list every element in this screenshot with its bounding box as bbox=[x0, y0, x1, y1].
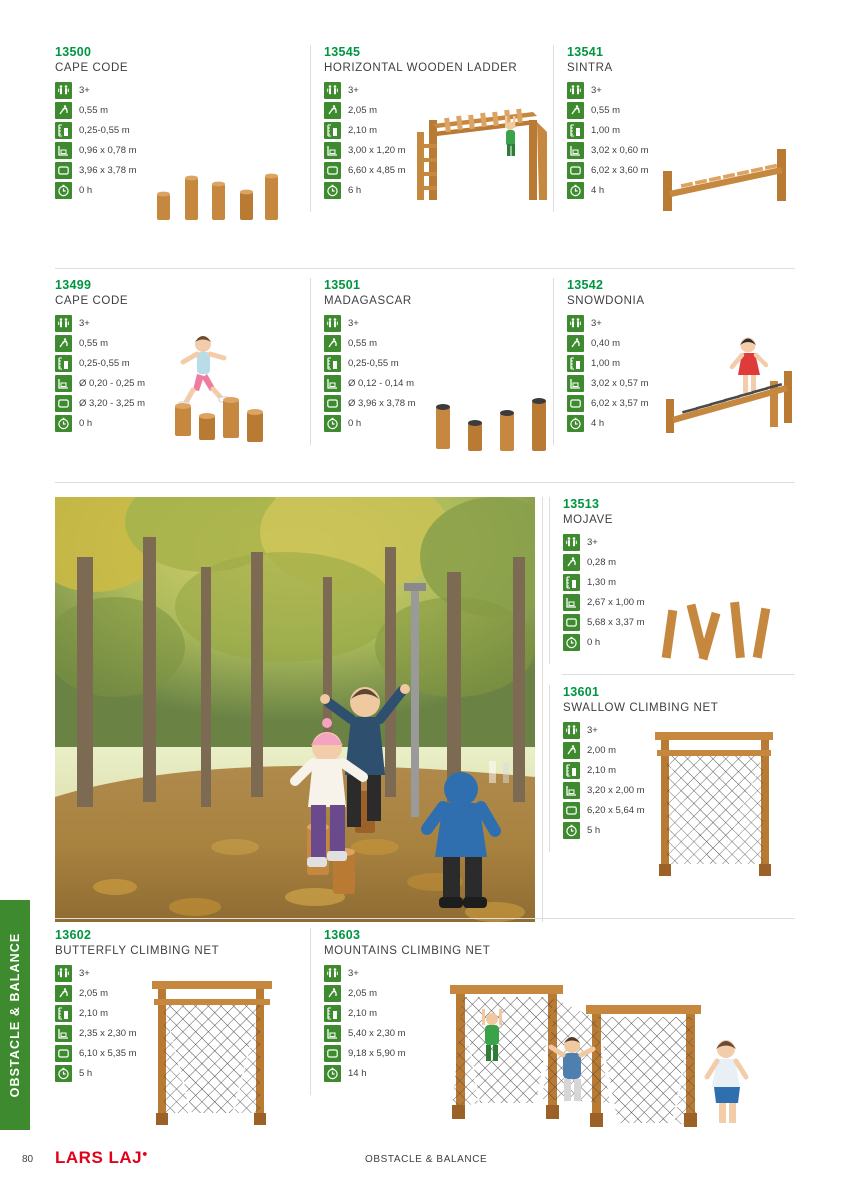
spec-safety-zone bbox=[55, 162, 137, 179]
product-card-13542[interactable] bbox=[553, 278, 795, 445]
fall-height-icon bbox=[324, 335, 341, 352]
product-illustration-13542 bbox=[649, 315, 795, 435]
spec-value: 0,55 m bbox=[348, 338, 378, 349]
spec-value: 3,20 x 2,00 m bbox=[587, 785, 645, 796]
product-card-13603[interactable] bbox=[310, 928, 795, 1095]
spec-safety-zone bbox=[324, 395, 416, 412]
product-illustration-13541 bbox=[649, 82, 795, 202]
spec-value: 0 h bbox=[79, 418, 93, 429]
spec-value: 4 h bbox=[591, 418, 605, 429]
spec-age bbox=[324, 82, 406, 99]
product-grid bbox=[55, 45, 795, 212]
height-icon bbox=[324, 1005, 341, 1022]
dimensions-icon bbox=[563, 782, 580, 799]
age-icon bbox=[324, 82, 341, 99]
spec-safety-zone bbox=[324, 162, 406, 179]
spec-height bbox=[55, 1005, 137, 1022]
product-card-13545[interactable] bbox=[310, 45, 553, 212]
spec-dimensions bbox=[55, 1025, 137, 1042]
spec-install-time bbox=[567, 182, 649, 199]
product-code: 13601 bbox=[563, 685, 600, 699]
fall-height-icon bbox=[563, 742, 580, 759]
spec-value: 1,00 m bbox=[591, 125, 621, 136]
bottom-row bbox=[55, 928, 795, 1095]
spec-age bbox=[55, 82, 137, 99]
spec-fall-height bbox=[563, 554, 645, 571]
product-illustration-13499 bbox=[145, 315, 310, 435]
spec-dimensions bbox=[55, 375, 145, 392]
product-illustration-13501 bbox=[416, 315, 553, 435]
spec-height bbox=[55, 122, 137, 139]
product-illustration-13513 bbox=[645, 534, 795, 654]
safety-zone-icon bbox=[563, 802, 580, 819]
spec-value: Ø 3,20 - 3,25 m bbox=[79, 398, 146, 409]
section-side-tab bbox=[0, 900, 30, 1130]
fall-height-icon bbox=[324, 102, 341, 119]
spec-list bbox=[567, 315, 649, 435]
spec-value: 3+ bbox=[591, 85, 602, 96]
product-name: HORIZONTAL WOODEN LADDER bbox=[324, 62, 518, 74]
spec-dimensions bbox=[324, 1025, 406, 1042]
spec-value: 3+ bbox=[587, 537, 598, 548]
spec-install-time bbox=[324, 415, 416, 432]
spec-fall-height bbox=[324, 102, 406, 119]
spec-age bbox=[567, 315, 649, 332]
spec-height bbox=[563, 574, 645, 591]
product-name: SINTRA bbox=[567, 62, 613, 74]
product-illustration-13602 bbox=[137, 965, 310, 1085]
safety-zone-icon bbox=[55, 162, 72, 179]
spec-list bbox=[563, 722, 645, 842]
fall-height-icon bbox=[567, 335, 584, 352]
install-time-icon bbox=[55, 1065, 72, 1082]
spec-dimensions bbox=[567, 142, 649, 159]
product-name: BUTTERFLY CLIMBING NET bbox=[55, 945, 220, 957]
install-time-icon bbox=[567, 182, 584, 199]
spec-safety-zone bbox=[567, 162, 649, 179]
safety-zone-icon bbox=[55, 1045, 72, 1062]
spec-install-time bbox=[55, 182, 137, 199]
spec-value: 2,05 m bbox=[79, 988, 109, 999]
spec-dimensions bbox=[324, 375, 416, 392]
height-icon bbox=[55, 122, 72, 139]
fall-height-icon bbox=[55, 985, 72, 1002]
product-card-13541[interactable] bbox=[553, 45, 795, 212]
row-divider-1 bbox=[55, 268, 795, 269]
spec-fall-height bbox=[55, 985, 137, 1002]
product-illustration-13545 bbox=[406, 82, 553, 202]
spec-value: 3+ bbox=[348, 968, 359, 979]
product-row-3 bbox=[55, 928, 795, 1095]
safety-zone-icon bbox=[567, 395, 584, 412]
spec-age bbox=[55, 965, 137, 982]
row-divider-2 bbox=[55, 482, 795, 483]
spec-value: 5,40 x 2,30 m bbox=[348, 1028, 406, 1039]
safety-zone-icon bbox=[324, 162, 341, 179]
age-icon bbox=[567, 82, 584, 99]
dimensions-icon bbox=[563, 594, 580, 611]
spec-height bbox=[324, 355, 416, 372]
height-icon bbox=[55, 355, 72, 372]
spec-value: 3,02 x 0,60 m bbox=[591, 145, 649, 156]
product-row-2 bbox=[55, 278, 795, 445]
dimensions-icon bbox=[567, 375, 584, 392]
spec-value: 3+ bbox=[348, 85, 359, 96]
spec-value: 6,02 x 3,60 m bbox=[591, 165, 649, 176]
dimensions-icon bbox=[324, 375, 341, 392]
install-time-icon bbox=[324, 415, 341, 432]
spec-value: 3+ bbox=[79, 318, 90, 329]
spec-value: 5 h bbox=[79, 1068, 93, 1079]
spec-install-time bbox=[55, 415, 145, 432]
spec-value: 0 h bbox=[348, 418, 362, 429]
age-icon bbox=[563, 534, 580, 551]
age-icon bbox=[55, 315, 72, 332]
install-time-icon bbox=[324, 1065, 341, 1082]
spec-fall-height bbox=[563, 742, 645, 759]
spec-height bbox=[563, 762, 645, 779]
spec-list bbox=[55, 965, 137, 1085]
product-card-13513[interactable] bbox=[549, 497, 795, 664]
height-icon bbox=[563, 574, 580, 591]
spec-value: 3+ bbox=[587, 725, 598, 736]
spec-height bbox=[55, 355, 145, 372]
install-time-icon bbox=[567, 415, 584, 432]
install-time-icon bbox=[55, 182, 72, 199]
age-icon bbox=[324, 315, 341, 332]
spec-value: Ø 3,96 x 3,78 m bbox=[348, 398, 416, 409]
spec-value: 0,55 m bbox=[79, 105, 109, 116]
spec-value: 14 h bbox=[348, 1068, 367, 1079]
column-divider bbox=[542, 497, 543, 922]
spec-value: 3+ bbox=[348, 318, 359, 329]
age-icon bbox=[567, 315, 584, 332]
spec-fall-height bbox=[324, 335, 416, 352]
spec-value: 2,00 m bbox=[587, 745, 617, 756]
spec-value: 0,28 m bbox=[587, 557, 617, 568]
spec-list bbox=[324, 965, 406, 1085]
height-icon bbox=[563, 762, 580, 779]
install-time-icon bbox=[324, 182, 341, 199]
spec-value: 2,05 m bbox=[348, 988, 378, 999]
spec-value: Ø 0,20 - 0,25 m bbox=[79, 378, 146, 389]
spec-fall-height bbox=[567, 102, 649, 119]
spec-height bbox=[324, 122, 406, 139]
product-card-13499[interactable] bbox=[55, 278, 310, 445]
spec-age bbox=[324, 315, 416, 332]
spec-install-time bbox=[563, 634, 645, 651]
spec-value: 4 h bbox=[591, 185, 605, 196]
product-name: CAPE CODE bbox=[55, 62, 129, 74]
right-column bbox=[549, 497, 795, 852]
spec-install-time bbox=[55, 1065, 137, 1082]
height-icon bbox=[567, 355, 584, 372]
spec-value: 3,96 x 3,78 m bbox=[79, 165, 137, 176]
brand-logo bbox=[55, 1148, 148, 1168]
spec-list bbox=[55, 315, 145, 435]
dimensions-icon bbox=[567, 142, 584, 159]
product-name: MOUNTAINS CLIMBING NET bbox=[324, 945, 491, 957]
spec-fall-height bbox=[55, 335, 145, 352]
page-number: 80 bbox=[22, 1154, 34, 1165]
spec-list bbox=[567, 82, 649, 202]
safety-zone-icon bbox=[324, 1045, 341, 1062]
spec-value: 6,02 x 3,57 m bbox=[591, 398, 649, 409]
spec-dimensions bbox=[563, 782, 645, 799]
fall-height-icon bbox=[55, 102, 72, 119]
dimensions-icon bbox=[55, 142, 72, 159]
spec-value: 0,25-0,55 m bbox=[79, 358, 130, 369]
row-divider-3 bbox=[55, 918, 795, 919]
page-footer bbox=[0, 1148, 850, 1188]
product-name: CAPE CODE bbox=[55, 295, 129, 307]
product-card-13500[interactable] bbox=[55, 45, 310, 212]
spec-install-time bbox=[567, 415, 649, 432]
spec-value: 6 h bbox=[348, 185, 362, 196]
spec-value: 3,00 x 1,20 m bbox=[348, 145, 406, 156]
spec-list bbox=[324, 82, 406, 202]
install-time-icon bbox=[563, 634, 580, 651]
product-name: SNOWDONIA bbox=[567, 295, 645, 307]
spec-list bbox=[55, 82, 137, 202]
product-code: 13542 bbox=[567, 278, 604, 292]
spec-value: 0 h bbox=[79, 185, 93, 196]
spec-safety-zone bbox=[567, 395, 649, 412]
product-code: 13501 bbox=[324, 278, 361, 292]
spec-value: 0,25-0,55 m bbox=[79, 125, 130, 136]
install-time-icon bbox=[55, 415, 72, 432]
spec-list bbox=[563, 534, 645, 654]
spec-age bbox=[567, 82, 649, 99]
spec-age bbox=[55, 315, 145, 332]
spec-fall-height bbox=[324, 985, 406, 1002]
dimensions-icon bbox=[55, 1025, 72, 1042]
fall-height-icon bbox=[567, 102, 584, 119]
spec-value: 1,30 m bbox=[587, 577, 617, 588]
spec-safety-zone bbox=[55, 395, 145, 412]
product-code: 13541 bbox=[567, 45, 604, 59]
spec-safety-zone bbox=[563, 614, 645, 631]
product-name: SWALLOW CLIMBING NET bbox=[563, 702, 719, 714]
spec-value: 3+ bbox=[79, 85, 90, 96]
install-time-icon bbox=[563, 822, 580, 839]
spec-value: 3+ bbox=[591, 318, 602, 329]
spec-value: 6,10 x 5,35 m bbox=[79, 1048, 137, 1059]
spec-value: 0,40 m bbox=[591, 338, 621, 349]
spec-value: 2,67 x 1,00 m bbox=[587, 597, 645, 608]
photo-illustration bbox=[55, 497, 535, 922]
age-icon bbox=[55, 965, 72, 982]
lifestyle-photo bbox=[55, 497, 535, 922]
brand-logo-dot: ● bbox=[142, 1148, 148, 1159]
spec-install-time bbox=[324, 1065, 406, 1082]
fall-height-icon bbox=[563, 554, 580, 571]
safety-zone-icon bbox=[563, 614, 580, 631]
spec-list bbox=[324, 315, 416, 435]
spec-value: 5 h bbox=[587, 825, 601, 836]
section-side-tab-label: OBSTACLE & BALANCE bbox=[8, 932, 22, 1098]
spec-age bbox=[563, 722, 645, 739]
spec-fall-height bbox=[567, 335, 649, 352]
age-icon bbox=[563, 722, 580, 739]
spec-value: 3+ bbox=[79, 968, 90, 979]
spec-value: 1,00 m bbox=[591, 358, 621, 369]
fall-height-icon bbox=[324, 985, 341, 1002]
spec-value: 2,10 m bbox=[348, 1008, 378, 1019]
spec-install-time bbox=[563, 822, 645, 839]
product-card-13602[interactable] bbox=[55, 928, 310, 1095]
product-row-1 bbox=[55, 45, 795, 212]
spec-value: 2,10 m bbox=[348, 125, 378, 136]
height-icon bbox=[567, 122, 584, 139]
safety-zone-icon bbox=[567, 162, 584, 179]
spec-dimensions bbox=[563, 594, 645, 611]
spec-dimensions bbox=[55, 142, 137, 159]
product-code: 13513 bbox=[563, 497, 600, 511]
age-icon bbox=[324, 965, 341, 982]
spec-safety-zone bbox=[563, 802, 645, 819]
safety-zone-icon bbox=[324, 395, 341, 412]
product-illustration-13603 bbox=[406, 965, 795, 1085]
spec-safety-zone bbox=[55, 1045, 137, 1062]
spec-height bbox=[567, 355, 649, 372]
height-icon bbox=[324, 355, 341, 372]
dimensions-icon bbox=[55, 375, 72, 392]
spec-value: 0 h bbox=[587, 637, 601, 648]
spec-value: 3,02 x 0,57 m bbox=[591, 378, 649, 389]
spec-age bbox=[324, 965, 406, 982]
spec-value: 9,18 x 5,90 m bbox=[348, 1048, 406, 1059]
brand-logo-text: LARS LAJ bbox=[55, 1148, 143, 1167]
product-illustration-13601 bbox=[645, 722, 795, 842]
spec-value: 2,10 m bbox=[587, 765, 617, 776]
dimensions-icon bbox=[324, 142, 341, 159]
spec-safety-zone bbox=[324, 1045, 406, 1062]
height-icon bbox=[324, 122, 341, 139]
spec-value: 0,55 m bbox=[79, 338, 109, 349]
height-icon bbox=[55, 1005, 72, 1022]
spec-height bbox=[567, 122, 649, 139]
spec-dimensions bbox=[567, 375, 649, 392]
spec-age bbox=[563, 534, 645, 551]
footer-section-title: OBSTACLE & BALANCE bbox=[365, 1154, 488, 1165]
spec-value: 0,55 m bbox=[591, 105, 621, 116]
spec-install-time bbox=[324, 182, 406, 199]
spec-value: Ø 0,12 - 0,14 m bbox=[348, 378, 415, 389]
spec-value: 0,96 x 0,78 m bbox=[79, 145, 137, 156]
spec-value: 6,60 x 4,85 m bbox=[348, 165, 406, 176]
spec-value: 2,10 m bbox=[79, 1008, 109, 1019]
product-code: 13499 bbox=[55, 278, 92, 292]
fall-height-icon bbox=[55, 335, 72, 352]
spec-fall-height bbox=[55, 102, 137, 119]
dimensions-icon bbox=[324, 1025, 341, 1042]
spec-dimensions bbox=[324, 142, 406, 159]
product-card-13501[interactable] bbox=[310, 278, 553, 445]
age-icon bbox=[55, 82, 72, 99]
spec-value: 5,68 x 3,37 m bbox=[587, 617, 645, 628]
spec-height bbox=[324, 1005, 406, 1022]
spec-value: 6,20 x 5,64 m bbox=[587, 805, 645, 816]
spec-value: 0,25-0,55 m bbox=[348, 358, 399, 369]
spec-value: 2,35 x 2,30 m bbox=[79, 1028, 137, 1039]
product-card-13601[interactable] bbox=[549, 685, 795, 852]
product-illustration-13500 bbox=[137, 82, 310, 202]
product-code: 13602 bbox=[55, 928, 92, 942]
product-name: MADAGASCAR bbox=[324, 295, 412, 307]
product-name: MOJAVE bbox=[563, 514, 614, 526]
product-code: 13603 bbox=[324, 928, 361, 942]
spec-value: 2,05 m bbox=[348, 105, 378, 116]
product-code: 13500 bbox=[55, 45, 92, 59]
safety-zone-icon bbox=[55, 395, 72, 412]
product-code: 13545 bbox=[324, 45, 361, 59]
product-grid-2 bbox=[55, 278, 795, 445]
